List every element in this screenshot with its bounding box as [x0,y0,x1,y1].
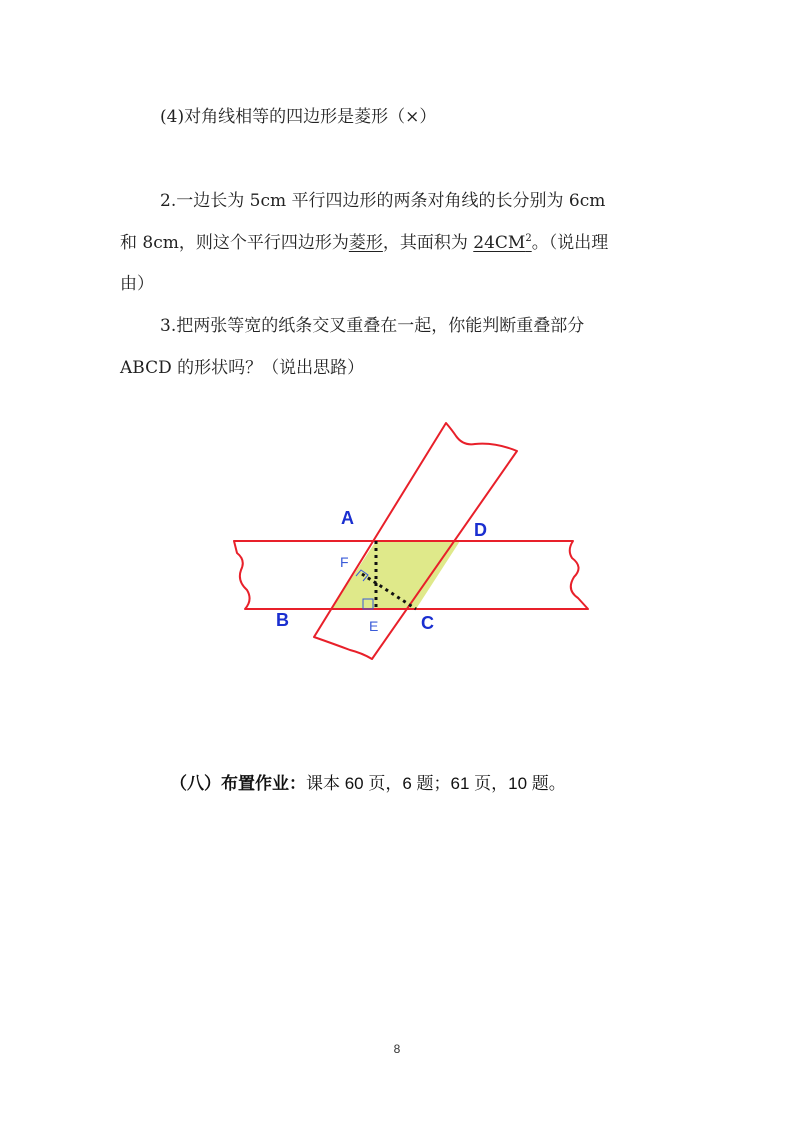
vertex-label-a: A [341,508,354,528]
problem-2-text-c: 。（说出理 [531,233,609,253]
page-number: 8 [393,1042,401,1056]
answer-shape: 菱形 [348,233,383,253]
overlap-region-abcd [331,541,460,609]
vertex-label-d: D [474,520,487,540]
answer-area-exponent: 2 [525,233,532,244]
answer-area-value: 24CM [473,233,526,253]
homework-line [170,774,566,794]
vertex-label-b: B [276,610,289,630]
vertex-label-c: C [421,613,434,633]
foot-label-e: E [369,618,379,634]
problem-2-line-3: 由） [120,274,154,294]
answer-area [473,233,531,253]
homework-heading: （八）布置作业： [170,774,306,793]
problem-2-text-b: ，其面积为 [382,233,474,253]
homework-content: 课本 60 页，6 题；61 页，10 题。 [306,774,566,793]
problem-3-line-2: ABCD 的形状吗？（说出思路） [120,358,365,378]
problem-3-line-1: 3.把两张等宽的纸条交叉重叠在一起，你能判断重叠部分 [160,316,585,336]
problem-2-line-1: 2.一边长为 5cm 平行四边形的两条对角线的长分别为 6cm [160,191,606,211]
problem-2-text-a: 和 8cm，则这个平行四边形为 [120,233,349,253]
overlapping-strips-figure [0,410,794,710]
problem-2-line-2 [120,233,608,253]
foot-label-f: F [340,554,349,570]
question-4: (4)对角线相等的四边形是菱形（×） [160,107,437,127]
